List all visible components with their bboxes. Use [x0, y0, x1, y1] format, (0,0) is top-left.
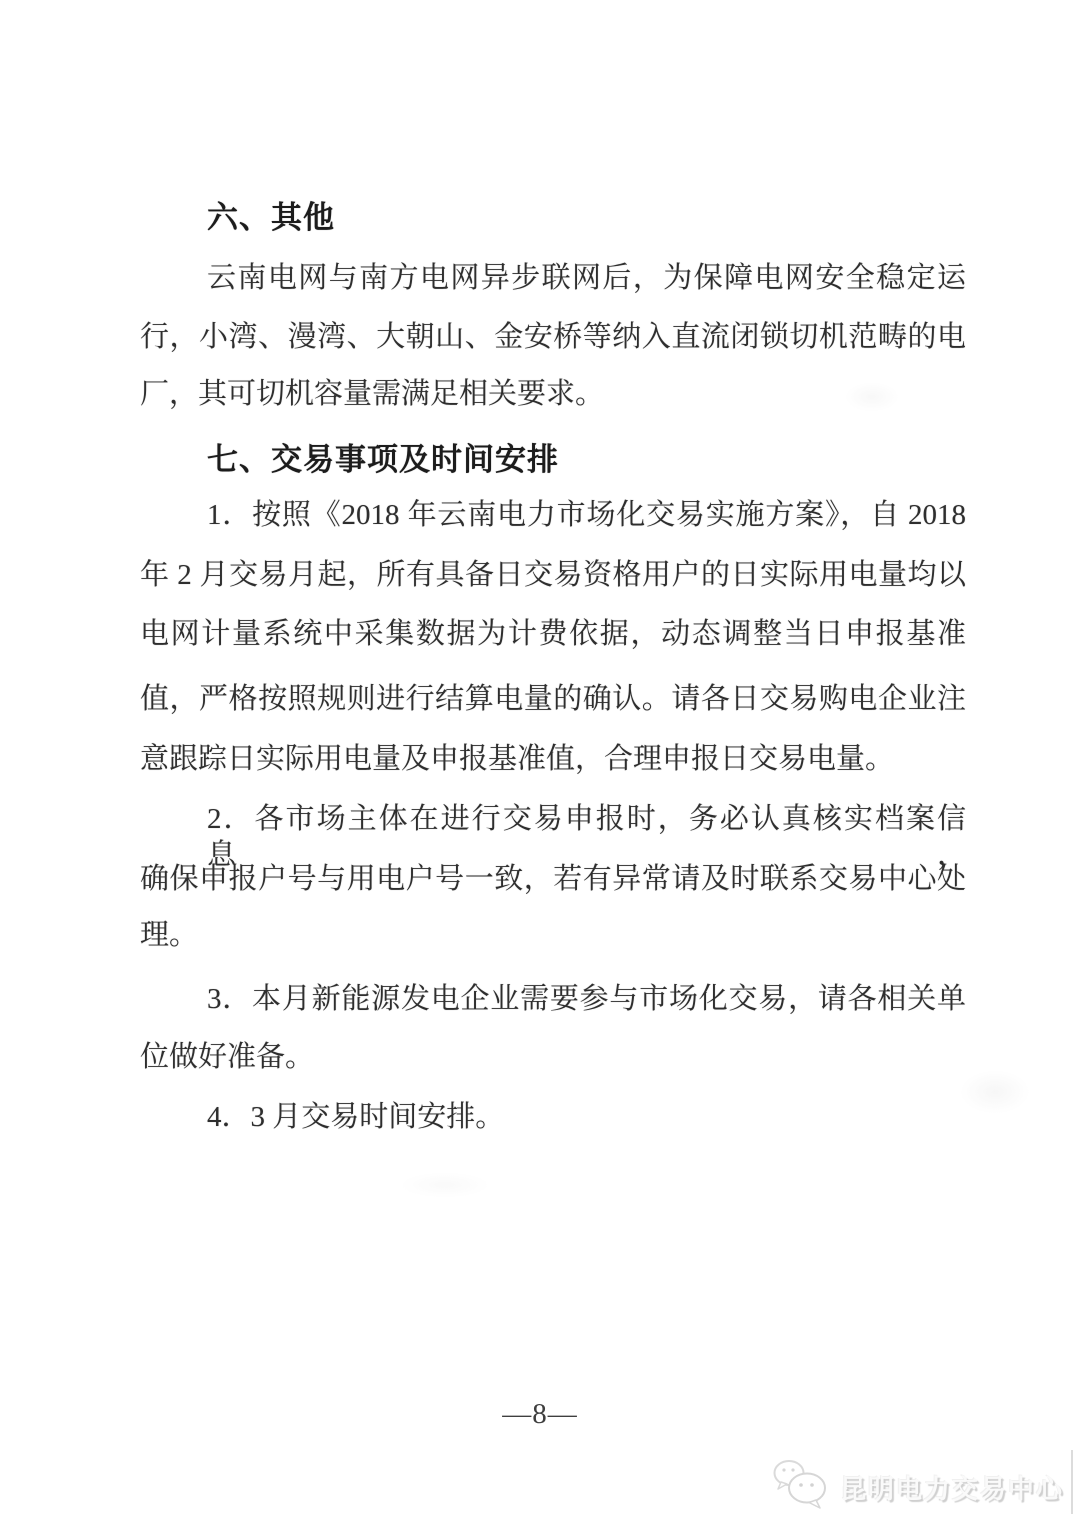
text-line: 年 2 月交易月起，所有具备日交易资格用户的日实际用电量均以: [140, 559, 966, 591]
text-line: 1．按照《2018 年云南电力市场化交易实施方案》，自 2018: [207, 499, 966, 531]
scan-smudge: [400, 1172, 490, 1198]
wechat-icon: [772, 1458, 830, 1517]
text-line: 意跟踪日实际用电量及申报基准值，合理申报日交易电量。: [140, 743, 895, 775]
scan-smudge: [960, 1070, 1030, 1114]
text-line: 4．3 月交易时间安排。: [207, 1101, 505, 1133]
text-line: 位做好准备。: [140, 1041, 315, 1073]
text-line: 2．各市场主体在进行交易申报时，务必认真核实档案信息，: [207, 803, 966, 872]
text-line: 理。: [140, 919, 199, 951]
text-line: 确保申报户号与用电户号一致，若有异常请及时联系交易中心处: [140, 863, 966, 895]
text-line: 厂，其可切机容量需满足相关要求。: [140, 378, 605, 410]
section-heading-six: 六、其他: [207, 200, 335, 235]
scan-artifact-line: [1071, 1450, 1073, 1514]
section-heading-seven: 七、交易事项及时间安排: [207, 442, 559, 477]
text-line: 云南电网与南方电网异步联网后，为保障电网安全稳定运: [207, 262, 966, 294]
text-line: 值，严格按照规则进行结算电量的确认。请各日交易购电企业注: [140, 683, 966, 715]
wechat-watermark: [772, 1458, 1064, 1517]
watermark-text: 昆明电力交易中心: [840, 1474, 1065, 1504]
text-line: 电网计量系统中采集数据为计费依据，动态调整当日申报基准: [140, 618, 966, 650]
page-number: —8—: [502, 1398, 578, 1430]
text-line: 行，小湾、漫湾、大朝山、金安桥等纳入直流闭锁切机范畴的电: [140, 321, 966, 353]
text-line: 3．本月新能源发电企业需要参与市场化交易，请各相关单: [207, 983, 966, 1015]
